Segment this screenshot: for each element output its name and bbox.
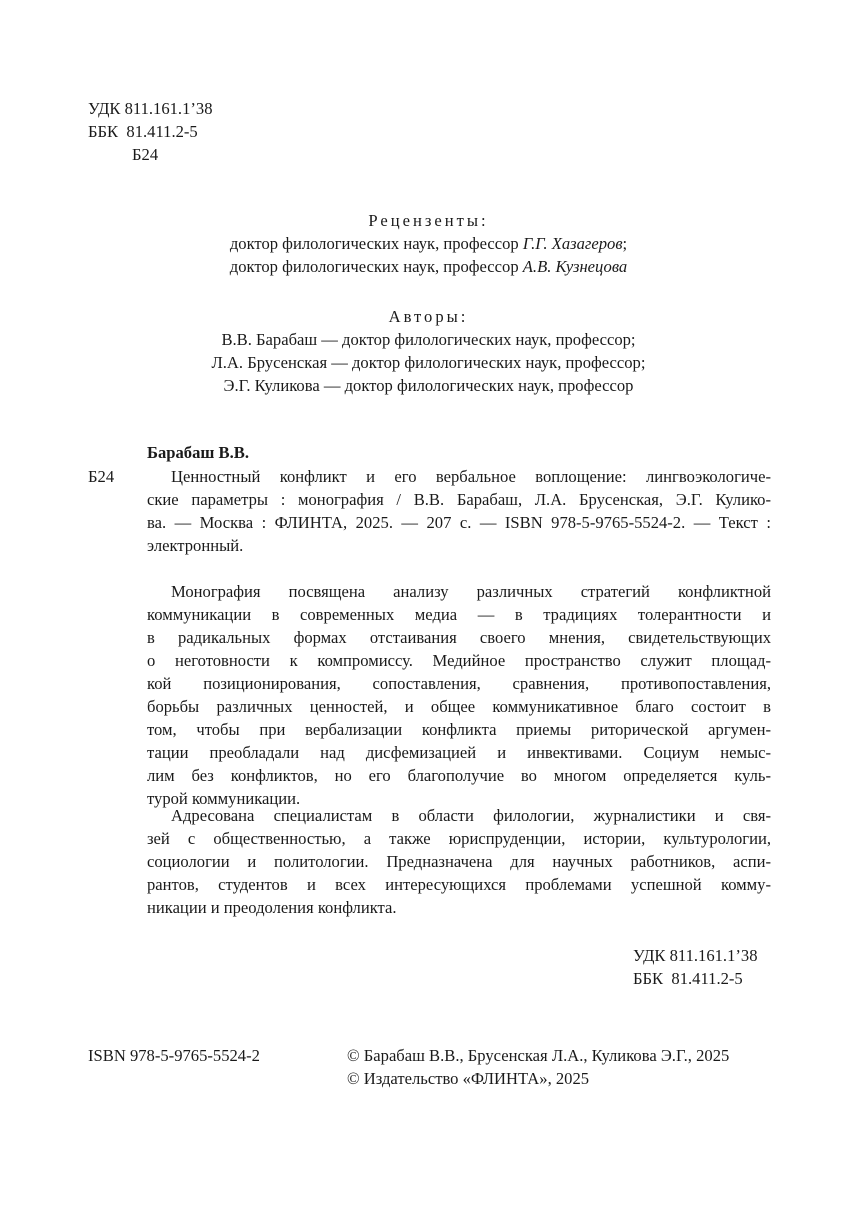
abstract-line: том, чтобы при вербализации конфликта приемы риторической аргумен- (147, 720, 771, 739)
reviewer (0, 255, 857, 278)
abstract-line: зей с общественностью, а также юриспруденции, истории, культурологии, (147, 829, 771, 848)
abstract-line: в радикальных формах отстаивания своего мнения, свидетельствующих (147, 628, 771, 647)
author-line: В.В. Барабаш — доктор филологических наук, профессор; (221, 330, 636, 349)
author-line: Л.А. Брусенская — доктор филологических наук, профессор; (211, 353, 646, 372)
abstract-line: социологии и политологии. Предназначена для научных работников, аспи- (147, 852, 771, 871)
authors-block (0, 305, 857, 397)
abstract-line: тации преобладали над дисфемизацией и инвективами. Социум немыс- (147, 743, 771, 762)
bibliographic-author: Барабаш В.В. (147, 443, 249, 462)
abstract-line: кой позиционирования, сопоставления, сравнения, противопоставления, (147, 674, 771, 693)
reviewer (0, 232, 857, 255)
abstract-paragraph-2 (147, 804, 771, 919)
copyright-line: © Барабаш В.В., Брусенская Л.А., Куликова Э.Г., 2025 (347, 1046, 730, 1065)
reviewers-heading: Рецензенты: (368, 211, 489, 230)
abstract-line: Монография посвящена анализу различных стратегий конфликтной (171, 582, 771, 601)
reviewer-title: доктор филологических наук, профессор (229, 234, 519, 253)
abstract-paragraph-1 (147, 580, 771, 810)
copyright-block (347, 1044, 729, 1090)
author-mark: Б24 (132, 145, 159, 164)
reviewer-name: Г.Г. Хазагеров (522, 234, 623, 253)
abstract-line: турой коммуникации. (147, 789, 301, 808)
reviewer-name: А.В. Кузнецова (522, 257, 628, 276)
bbk-code: ББК 81.411.2-5 (88, 122, 198, 141)
record-line: электронный. (147, 536, 244, 555)
bbk-code: ББК 81.411.2-5 (633, 969, 743, 988)
isbn: ISBN 978-5-9765-5524-2 (88, 1046, 260, 1065)
record-line: ва. — Москва : ФЛИНТА, 2025. — 207 с. — ISBN 978-5-9765-5524-2. — Текст : (147, 513, 771, 532)
header-codes (88, 97, 213, 166)
abstract-line: о неготовности к компромиссу. Медийное пространство служит площад- (147, 651, 771, 670)
author-line: Э.Г. Куликова — доктор филологических наук, профессор (223, 376, 634, 395)
record-line: ские параметры : монография / В.В. Барабаш, Л.А. Брусенская, Э.Г. Кулико- (147, 490, 771, 509)
authors-heading: Авторы: (388, 307, 469, 326)
bibliographic-mark: Б24 (88, 467, 115, 486)
udk-code: УДК 811.161.1’38 (88, 99, 213, 118)
udk-code: УДК 811.161.1’38 (633, 946, 758, 965)
punctuation: ; (622, 234, 628, 253)
abstract-line: рантов, студентов и всех интересующихся проблемами успешной комму- (147, 875, 771, 894)
record-line: Ценностный конфликт и его вербальное воплощение: лингвоэкологиче- (171, 467, 771, 486)
abstract-line: борьбы различных ценностей, и общее коммуникативное благо состоит в (147, 697, 771, 716)
reviewer-title: доктор филологических наук, профессор (229, 257, 519, 276)
bibliographic-record (147, 465, 771, 557)
abstract-line: коммуникации в современных медиа — в традициях толерантности и (147, 605, 771, 624)
footer-codes (633, 944, 758, 990)
copyright-line: © Издательство «ФЛИНТА», 2025 (347, 1069, 590, 1088)
abstract-line: лим без конфликтов, но его благополучие во многом определяется куль- (147, 766, 771, 785)
reviewers-block (0, 209, 857, 278)
abstract-line: Адресована специалистам в области филологии, журналистики и свя- (171, 806, 771, 825)
abstract-line: никации и преодоления конфликта. (147, 898, 397, 917)
